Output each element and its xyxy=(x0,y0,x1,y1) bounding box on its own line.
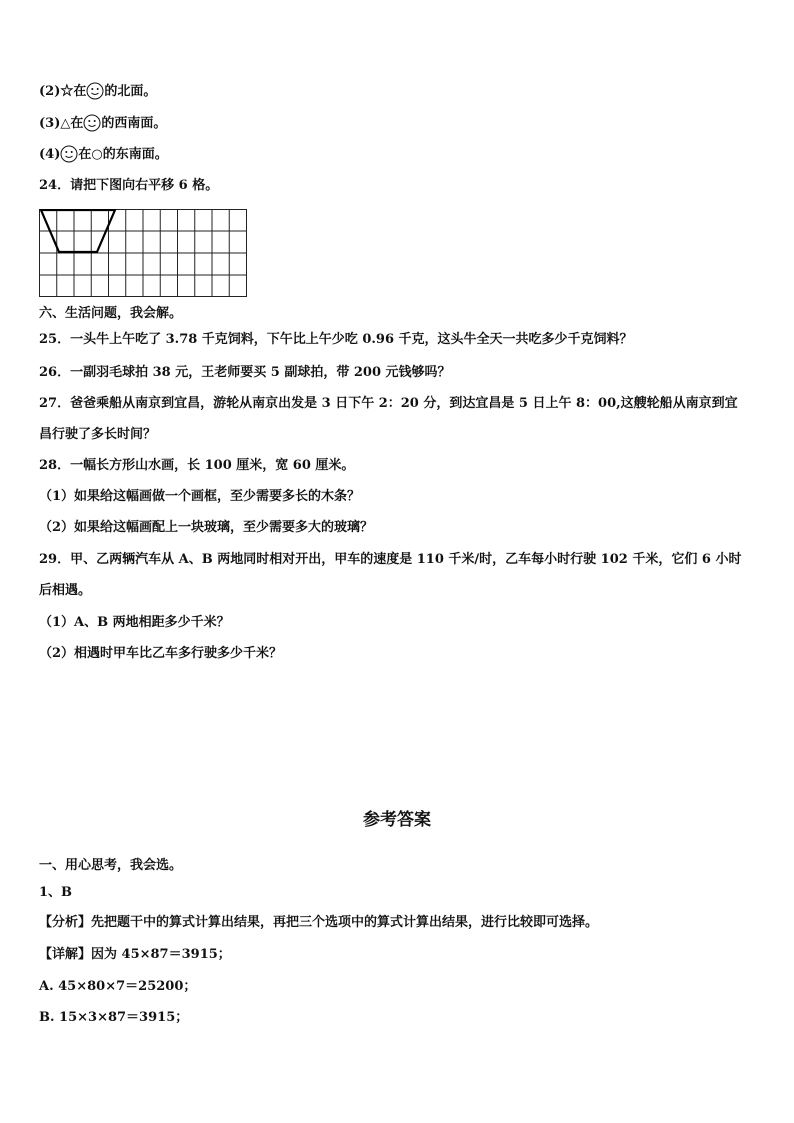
q29-line-2: 后相遇。 xyxy=(39,583,92,598)
smiley-face-icon xyxy=(86,82,104,100)
q24-text: 24．请把下图向右平移 6 格。 xyxy=(39,178,219,193)
q27-line-1: 27．爸爸乘船从南京到宜昌，游轮从南京出发是 3 日下午 2：20 分，到达宜昌是 5 日上午 8：00,这艘轮船从南京到宜 xyxy=(39,396,738,411)
q29-sub-2: （2）相遇时甲车比乙车多行驶多少千米？ xyxy=(39,646,283,661)
smiley-face-icon xyxy=(60,145,78,163)
answer-option-a: A. 45×80×7＝25200； xyxy=(39,979,197,994)
q25-text: 25．一头牛上午吃了 3.78 千克饲料，下午比上午少吃 0.96 千克，这头牛全天一共吃多少千克饲料？ xyxy=(39,332,633,347)
answer-1: 1、B xyxy=(39,885,73,900)
q23-item-2-suffix: 的北面。 xyxy=(104,84,157,99)
translation-grid-figure xyxy=(39,209,249,299)
q23-item-2-prefix: (2)☆在 xyxy=(39,84,87,99)
smiley-face-icon xyxy=(83,114,101,132)
q23-item-4-prefix: (4) xyxy=(39,147,61,162)
q28-sub-2: （2）如果给这幅画配上一块玻璃，至少需要多大的玻璃？ xyxy=(39,520,374,535)
q23-item-3-prefix: (3)△在 xyxy=(39,116,84,131)
q28-text: 28．一幅长方形山水画，长 100 厘米，宽 60 厘米。 xyxy=(39,458,355,473)
answer-analysis: 【分析】先把题干中的算式计算出结果，再把三个选项中的算式计算出结果，进行比较即可选择。 xyxy=(39,915,599,930)
q28-sub-1: （1）如果给这幅画做一个画框，至少需要多长的木条？ xyxy=(39,489,361,504)
answers-section-1: 一、用心思考，我会选。 xyxy=(39,858,183,873)
q23-item-4-suffix: 在○的东南面。 xyxy=(78,147,168,162)
section-6-heading: 六、生活问题，我会解。 xyxy=(39,306,183,321)
answer-option-b: B. 15×3×87＝3915； xyxy=(39,1010,189,1025)
q23-item-3-suffix: 的西南面。 xyxy=(101,116,167,131)
q29-line-1: 29．甲、乙两辆汽车从 A、B 两地同时相对开出，甲车的速度是 110 千米/时，乙车每小时行驶 102 千米，它们 6 小时 xyxy=(39,552,742,567)
q23-item-3 xyxy=(39,114,166,133)
q27-line-2: 昌行驶了多长时间？ xyxy=(39,427,157,442)
q23-item-4 xyxy=(39,145,168,164)
q26-text: 26．一副羽毛球拍 38 元，王老师要买 5 副球拍，带 200 元钱够吗？ xyxy=(39,365,451,380)
answers-title: 参考答案 xyxy=(363,810,431,830)
q23-item-2 xyxy=(39,82,156,101)
q29-sub-1: （1）A、B 两地相距多少千米？ xyxy=(39,615,230,630)
answer-detail: 【详解】因为 45×87＝3915； xyxy=(39,947,231,962)
